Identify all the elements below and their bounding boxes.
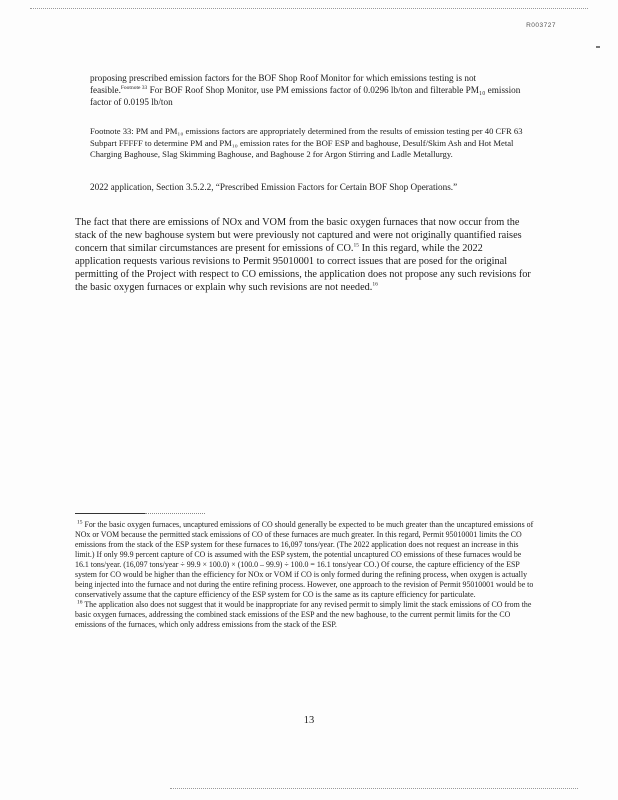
quote-text: proposing prescribed emission factors for the BOF Shop Roof Monitor for which emissions testing is not feasible. — [90, 73, 477, 95]
footnote-ref-16: 16 — [372, 282, 378, 289]
footnote-ref-15: 15 — [353, 242, 359, 249]
body-text: The fact that there are emissions of NOx and VOM from the basic oxygen furnaces that now occur from the stack of the new baghouse system but were previously not captured and were not originally quantified raises concern that similar circumstances are present for emissions of CO. — [75, 217, 522, 255]
footnote-33-ref: Footnote 33 — [120, 84, 148, 91]
footnote-15-text: For the basic oxygen furnaces, uncaptured emissions of CO should generally be expected to be much greater than the uncaptured emissions of NOx or VOM because the permitted stack emissions of CO of these furnaces are much greater. In this regard, Permit 95010001 limits the CO emissions from the stack of the ESP system for these furnaces to 16,097 tons/year. (The 2022 application does not request an increase in this limit.) If only 99.9 percent capture of CO is assumed with the ESP system, the potential uncaptured CO emissions of these furnaces would be 16.1 tons/year. (16,097 tons/year ÷ 99.9 × 100.0) × (100.0 – 99.9) ÷ 100.0 = 16.1 tons/year CO.) Of course, the capture efficiency of the ESP system for CO would be higher than the efficiency for NOx or VOM if CO is only formed during the refining process, when oxygen is actually being injected into the furnace and not during the entire refining process. However, one approach to the revision of Permit 95010001 would be to conservatively assume that the capture efficiency of the ESP system for CO is the same as its capture efficiency for particulate. — [75, 520, 534, 600]
block-quote-prescribed-factors — [90, 72, 526, 108]
body-text-continued: In this regard, while the 2022 application requests various revisions to Permit 95010001 to correct issues that are posed for the original permitting of the Project with respect to CO emissions, the application does not propose any such revisions for the basic oxygen furnaces or explain why such revisions are not needed. — [75, 243, 531, 294]
footnote-15-marker: 15 — [77, 519, 83, 526]
page-number: 13 — [303, 715, 315, 726]
scan-artifact-top — [30, 8, 588, 9]
bates-number: R003727 — [526, 22, 556, 29]
quote-citation-text: 2022 application, Section 3.5.2.2, “Prescribed Emission Factors for Certain BOF Shop Operations.” — [90, 182, 458, 192]
footnote-separator — [75, 513, 145, 514]
footnotes — [75, 520, 535, 631]
footnote-16-marker: 16 — [77, 599, 83, 606]
quote-footnote-text: Footnote 33: PM and PM₁₀ emissions factors are appropriately determined from the results of emission testing per 40 CFR 63 Subpart FFFFF to determine PM and PM₁₀ emission rates for the BOF ESP and baghouse, Desulf/Skim Ash and Hot Metal Charging Baghouse, Slag Skimming Baghouse, and Baghouse 2 for Argon Stirring and Ladle Metallurgy. — [90, 126, 523, 160]
scan-artifact-dots — [145, 513, 205, 514]
quote-text-continued: For BOF Roof Shop Monitor, use PM emissions factor of 0.0296 lb/ton and filterable PM₁₀ emission factor of 0.0195 lb/ton — [90, 85, 521, 107]
footnote-16 — [75, 600, 535, 630]
body-paragraph — [75, 216, 531, 295]
block-quote-footnote-33 — [90, 126, 526, 161]
scan-mark — [596, 46, 600, 48]
footnote-16-text: The application also does not suggest that it would be inappropriate for any revised permit to simply limit the stack emissions of CO from the basic oxygen furnaces, addressing the combined stack emissions of the ESP and the new baghouse, to the current permit limits for the CO emissions of the furnaces, which only address emissions from the stack of the ESP. — [75, 600, 532, 630]
footnote-15 — [75, 520, 535, 600]
block-quote-citation — [90, 181, 526, 193]
scan-artifact-bottom — [170, 788, 578, 789]
